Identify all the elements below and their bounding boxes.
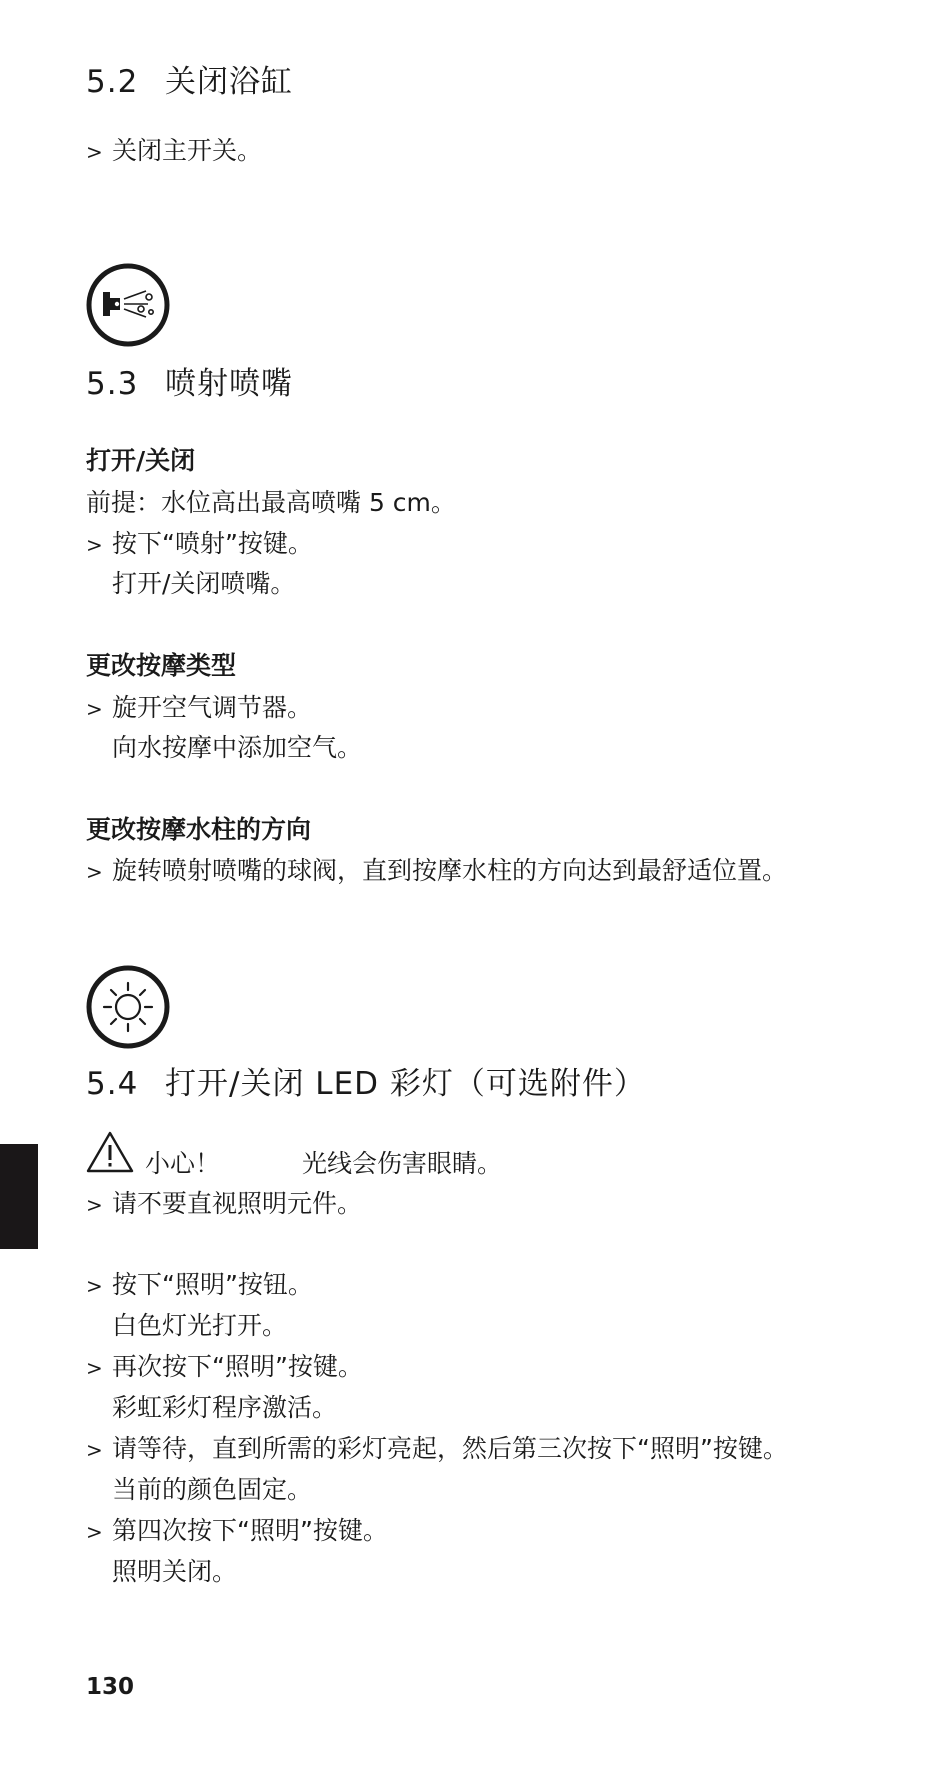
step-item bbox=[86, 138, 262, 163]
subheading-on-off: 打开/关闭 bbox=[86, 446, 196, 475]
step-item bbox=[86, 695, 312, 720]
subheading-massage-type: 更改按摩类型 bbox=[86, 651, 237, 680]
step-text: 第四次按下“照明”按键。 bbox=[112, 1516, 388, 1545]
step-item bbox=[86, 531, 313, 556]
step-bullet: > bbox=[86, 1193, 103, 1217]
step-item bbox=[86, 1272, 313, 1297]
step-result: 当前的颜色固定。 bbox=[112, 1475, 313, 1504]
section-5-3-title bbox=[86, 358, 293, 403]
step-bullet: > bbox=[86, 140, 103, 164]
section-5-4-title bbox=[86, 1058, 646, 1103]
spray-nozzle-icon bbox=[86, 263, 170, 347]
step-result: 彩虹彩灯程序激活。 bbox=[112, 1393, 338, 1422]
section-title-text: 打开/关闭 LED 彩灯（可选附件） bbox=[165, 1066, 646, 1102]
prerequisite-text: 前提：水位高出最高喷嘴 5 cm。 bbox=[86, 488, 456, 517]
step-text: 按下“喷射”按键。 bbox=[112, 529, 313, 558]
step-result: 打开/关闭喷嘴。 bbox=[112, 569, 296, 598]
chapter-tab-marker bbox=[0, 1144, 38, 1249]
step-result: 照明关闭。 bbox=[112, 1557, 238, 1586]
section-number: 5.2 bbox=[86, 64, 139, 100]
step-text: 再次按下“照明”按键。 bbox=[112, 1352, 363, 1381]
caution-label: 小心！ bbox=[145, 1149, 221, 1178]
section-number: 5.3 bbox=[86, 366, 139, 402]
step-item bbox=[86, 858, 787, 883]
step-bullet: > bbox=[86, 1274, 103, 1298]
step-text: 旋开空气调节器。 bbox=[112, 693, 313, 722]
step-result: 白色灯光打开。 bbox=[112, 1311, 288, 1340]
step-text: 关闭主开关。 bbox=[112, 136, 263, 165]
page-number: 130 bbox=[86, 1674, 135, 1700]
light-sun-icon bbox=[86, 965, 170, 1049]
step-result: 向水按摩中添加空气。 bbox=[112, 733, 363, 762]
step-item bbox=[86, 1354, 363, 1379]
section-number: 5.4 bbox=[86, 1066, 139, 1102]
caution-step bbox=[86, 1191, 362, 1216]
step-text: 请不要直视照明元件。 bbox=[112, 1189, 363, 1218]
step-bullet: > bbox=[86, 1438, 103, 1462]
section-title-text: 关闭浴缸 bbox=[165, 64, 293, 100]
caution-text: 光线会伤害眼睛。 bbox=[302, 1149, 503, 1178]
step-item bbox=[86, 1518, 388, 1543]
step-bullet: > bbox=[86, 860, 103, 884]
step-bullet: > bbox=[86, 697, 103, 721]
step-bullet: > bbox=[86, 1356, 103, 1380]
step-text: 旋转喷射喷嘴的球阀，直到按摩水柱的方向达到最舒适位置。 bbox=[112, 856, 788, 885]
step-bullet: > bbox=[86, 533, 103, 557]
step-text: 请等待，直到所需的彩灯亮起，然后第三次按下“照明”按键。 bbox=[112, 1434, 788, 1463]
step-bullet: > bbox=[86, 1520, 103, 1544]
warning-triangle-icon bbox=[85, 1130, 135, 1174]
step-item bbox=[86, 1436, 788, 1461]
step-text: 按下“照明”按钮。 bbox=[112, 1270, 313, 1299]
section-5-2-title bbox=[86, 56, 293, 101]
subheading-jet-direction: 更改按摩水柱的方向 bbox=[86, 815, 312, 844]
section-title-text: 喷射喷嘴 bbox=[165, 366, 293, 402]
